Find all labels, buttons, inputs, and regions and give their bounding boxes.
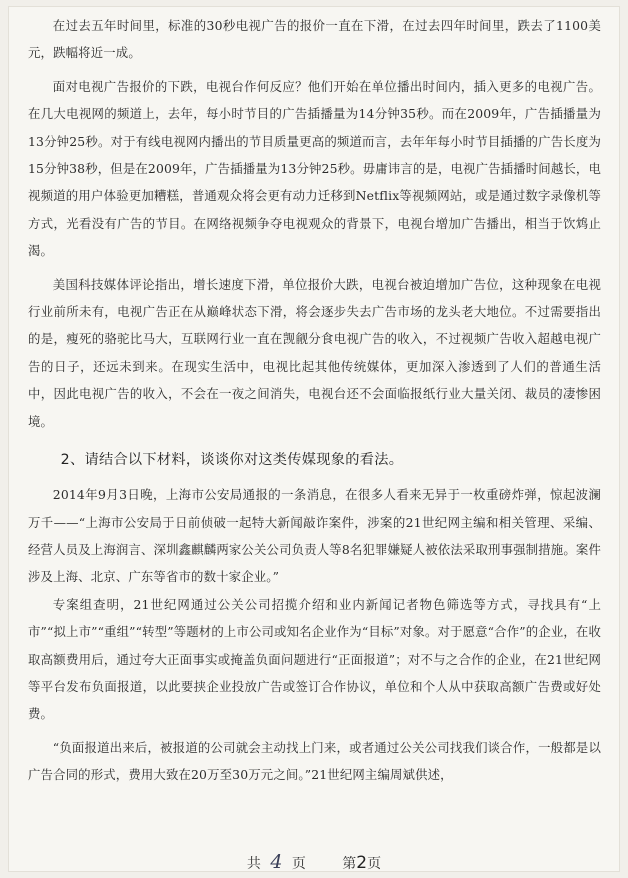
paragraph-investigation-findings: 专案组查明，21世纪网通过公关公司招揽介绍和业内新闻记者物色筛选等方式，寻找具有“上市”“拟上市”“重组”“转型”等题材的上市公司或知名企业作为“目标”对象。对于愿意“合作”的企业，在收取高额费用后，通过夸大正面事实或掩盖负面问题进行“正面报道”；对不与之合作的企业，在21世纪网等平台发布负面报道，以此要挟企业投放广告或签订合作协议，单位和个人从中获取高额广告费或好处费。 — [28, 596, 601, 722]
current-suffix: 页 — [367, 856, 382, 872]
paragraph-tv-response: 面对电视广告报价的下跌，电视台作何反应？他们开始在单位播出时间内，插入更多的电视广告。在几大电视网的频道上，去年，每小时节目的广告插播量为14分钟35秒。而在2009年，广告插播量为13分钟25秒。对于有线电视网内播出的节目质量更高的频道而言，去年年每小时节目插播的广告长度为15分钟38秒，但是在2009年，广告插播量为13分钟25秒。毋庸讳言的是，电视广告插播时间越长，电视频道的用户体验更加糟糕，普通观众将会更有动力迁移到Netflix等视频网站，或是通过数字录像机等方式，光看没有广告的节目。在网络视频争夺电视观众的背景下，电视台增加广告播出，相当于饮鸩止渴。 — [28, 78, 601, 259]
total-pages-label — [247, 851, 306, 873]
document-page — [8, 6, 620, 872]
current-prefix: 第 — [342, 856, 357, 872]
total-pages-handwritten: 4 — [270, 851, 283, 873]
paragraph-editor-confession: “负面报道出来后，被报道的公司就会主动找上门来，或者通过公关公司找我们谈合作，一般都是以广告合同的形式，费用大致在20万至30万元之间。”21世纪网主编周斌供述， — [28, 739, 601, 783]
current-page-label — [342, 853, 381, 873]
total-suffix: 页 — [291, 856, 306, 872]
paragraph-ad-price-decline: 在过去五年时间里，标准的30秒电视广告的报价一直在下滑，在过去四年时间里，跌去了1100美元，跌幅将近一成。 — [28, 18, 601, 61]
current-page-number: 2 — [356, 853, 368, 873]
document-content — [28, 12, 601, 789]
paragraph-police-report: 2014年9月3日晚，上海市公安局通报的一条消息，在很多人看来无异于一枚重磅炸弹，惊起波澜万千——“上海市公安局于日前侦破一起特大新闻敲诈案件，涉案的21世纪网主编和相关管理、采编、经营人员及上海润言、深圳鑫麒麟两家公关公司负责人等8名犯罪嫌疑人被依法采取刑事强制措施。案件涉及上海、北京、广东等省市的数十家企业。” — [28, 487, 601, 585]
paragraph-tech-media-commentary: 美国科技媒体评论指出，增长速度下滑，单位报价大跌，电视台被迫增加广告位，这种现象在电视行业前所未有，电视广告正在从巅峰状态下滑，将会逐步失去广告市场的龙头老大地位。不过需要指出的是，瘦死的骆驼比马大，互联网行业一直在觊觎分食电视广告的收入，不过视频广告收入超越电视广告的日子，还远未到来。在现实生活中，电视比起其他传统媒体，更加深入渗透到了人们的普通生活中，因此电视广告的收入，不会在一夜之间消失，电视台还不会面临报纸行业大量关闭、裁员的凄惨困境。 — [28, 276, 601, 429]
question-heading: 2、请结合以下材料，谈谈你对这类传媒现象的看法。 — [60, 452, 404, 469]
page-footer — [8, 851, 620, 873]
total-prefix: 共 — [246, 856, 261, 872]
